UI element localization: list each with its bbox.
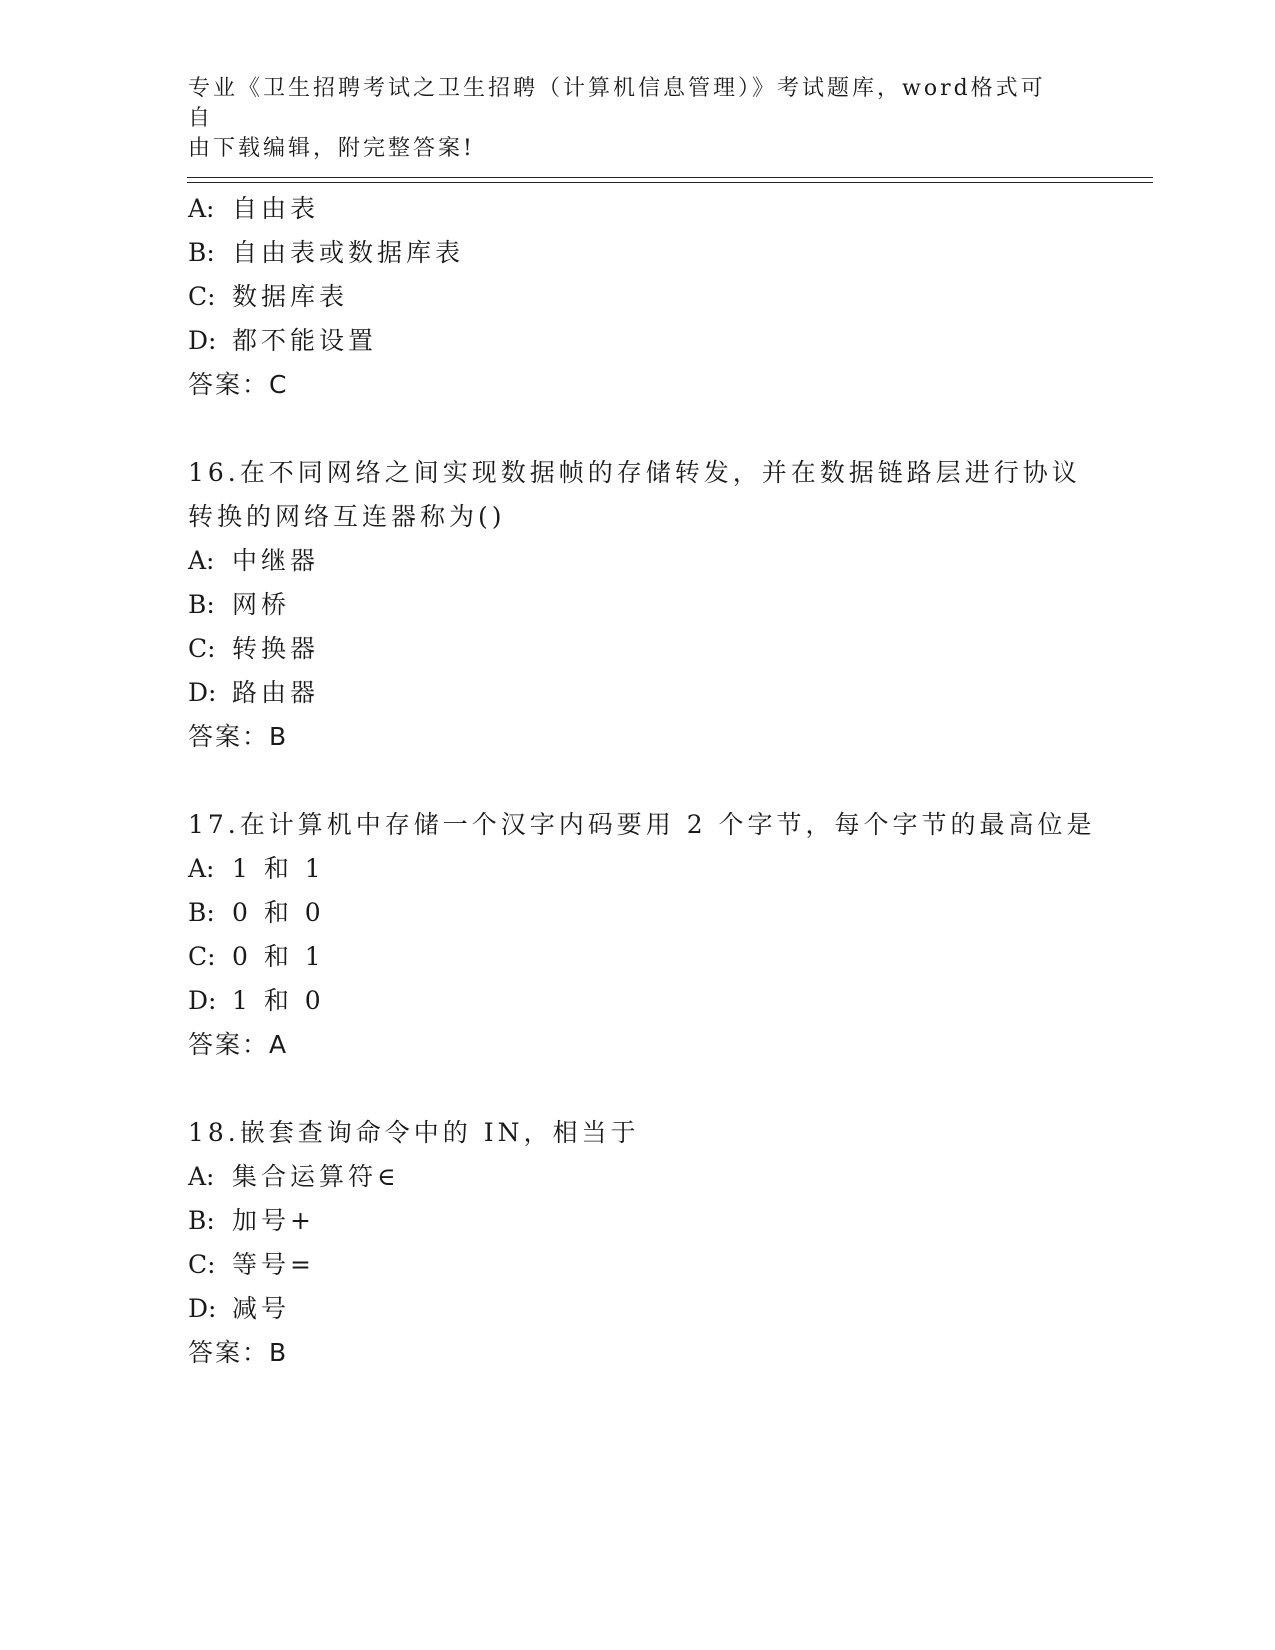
q17-option-a: A: 1 和 1 [188, 854, 325, 883]
header-line-1: 专业《卫生招聘考试之卫生招聘（计算机信息管理）》考试题库，word格式可自 [188, 76, 1046, 131]
q15-option-c: C: 数据库表 [188, 282, 349, 311]
q15-option-d: D: 都不能设置 [188, 326, 378, 355]
q15-answer: 答案：C [188, 370, 289, 399]
q17-option-c: C: 0 和 1 [188, 942, 325, 971]
q17-stem-line-1: 17.在计算机中存储一个汉字内码要用 2 个字节，每个字节的最高位是 [188, 810, 1096, 839]
header-line-2: 由下载编辑，附完整答案! [188, 136, 475, 161]
q15-option-a: A: 自由表 [188, 194, 320, 223]
q18-option-c: C: 等号= [188, 1250, 315, 1279]
q18-option-b: B: 加号+ [188, 1206, 315, 1235]
document-header [188, 74, 1068, 164]
q15-option-b: B: 自由表或数据库表 [188, 238, 465, 267]
q16-answer: 答案：B [188, 722, 289, 751]
q17-option-d: D: 1 和 0 [188, 986, 325, 1015]
q18-stem-line-1: 18.嵌套查询命令中的 IN，相当于 [188, 1118, 640, 1147]
q18-option-d: D: 减号 [188, 1294, 291, 1323]
q18-answer: 答案：B [188, 1338, 289, 1367]
q16-option-c: C: 转换器 [188, 634, 320, 663]
q16-option-a: A: 中继器 [188, 546, 320, 575]
q17-option-b: B: 0 和 0 [188, 898, 325, 927]
q16-stem-line-1: 16.在不同网络之间实现数据帧的存储转发，并在数据链路层进行协议 [188, 458, 1081, 487]
q16-option-d: D: 路由器 [188, 678, 320, 707]
q16-option-b: B: 网桥 [188, 590, 291, 619]
q18-option-a: A: 集合运算符∈ [188, 1162, 400, 1191]
q16-stem-line-2: 转换的网络互连器称为() [188, 502, 506, 531]
header-divider-bottom [187, 182, 1153, 183]
q17-answer: 答案：A [188, 1030, 289, 1059]
header-divider-top [187, 177, 1153, 178]
